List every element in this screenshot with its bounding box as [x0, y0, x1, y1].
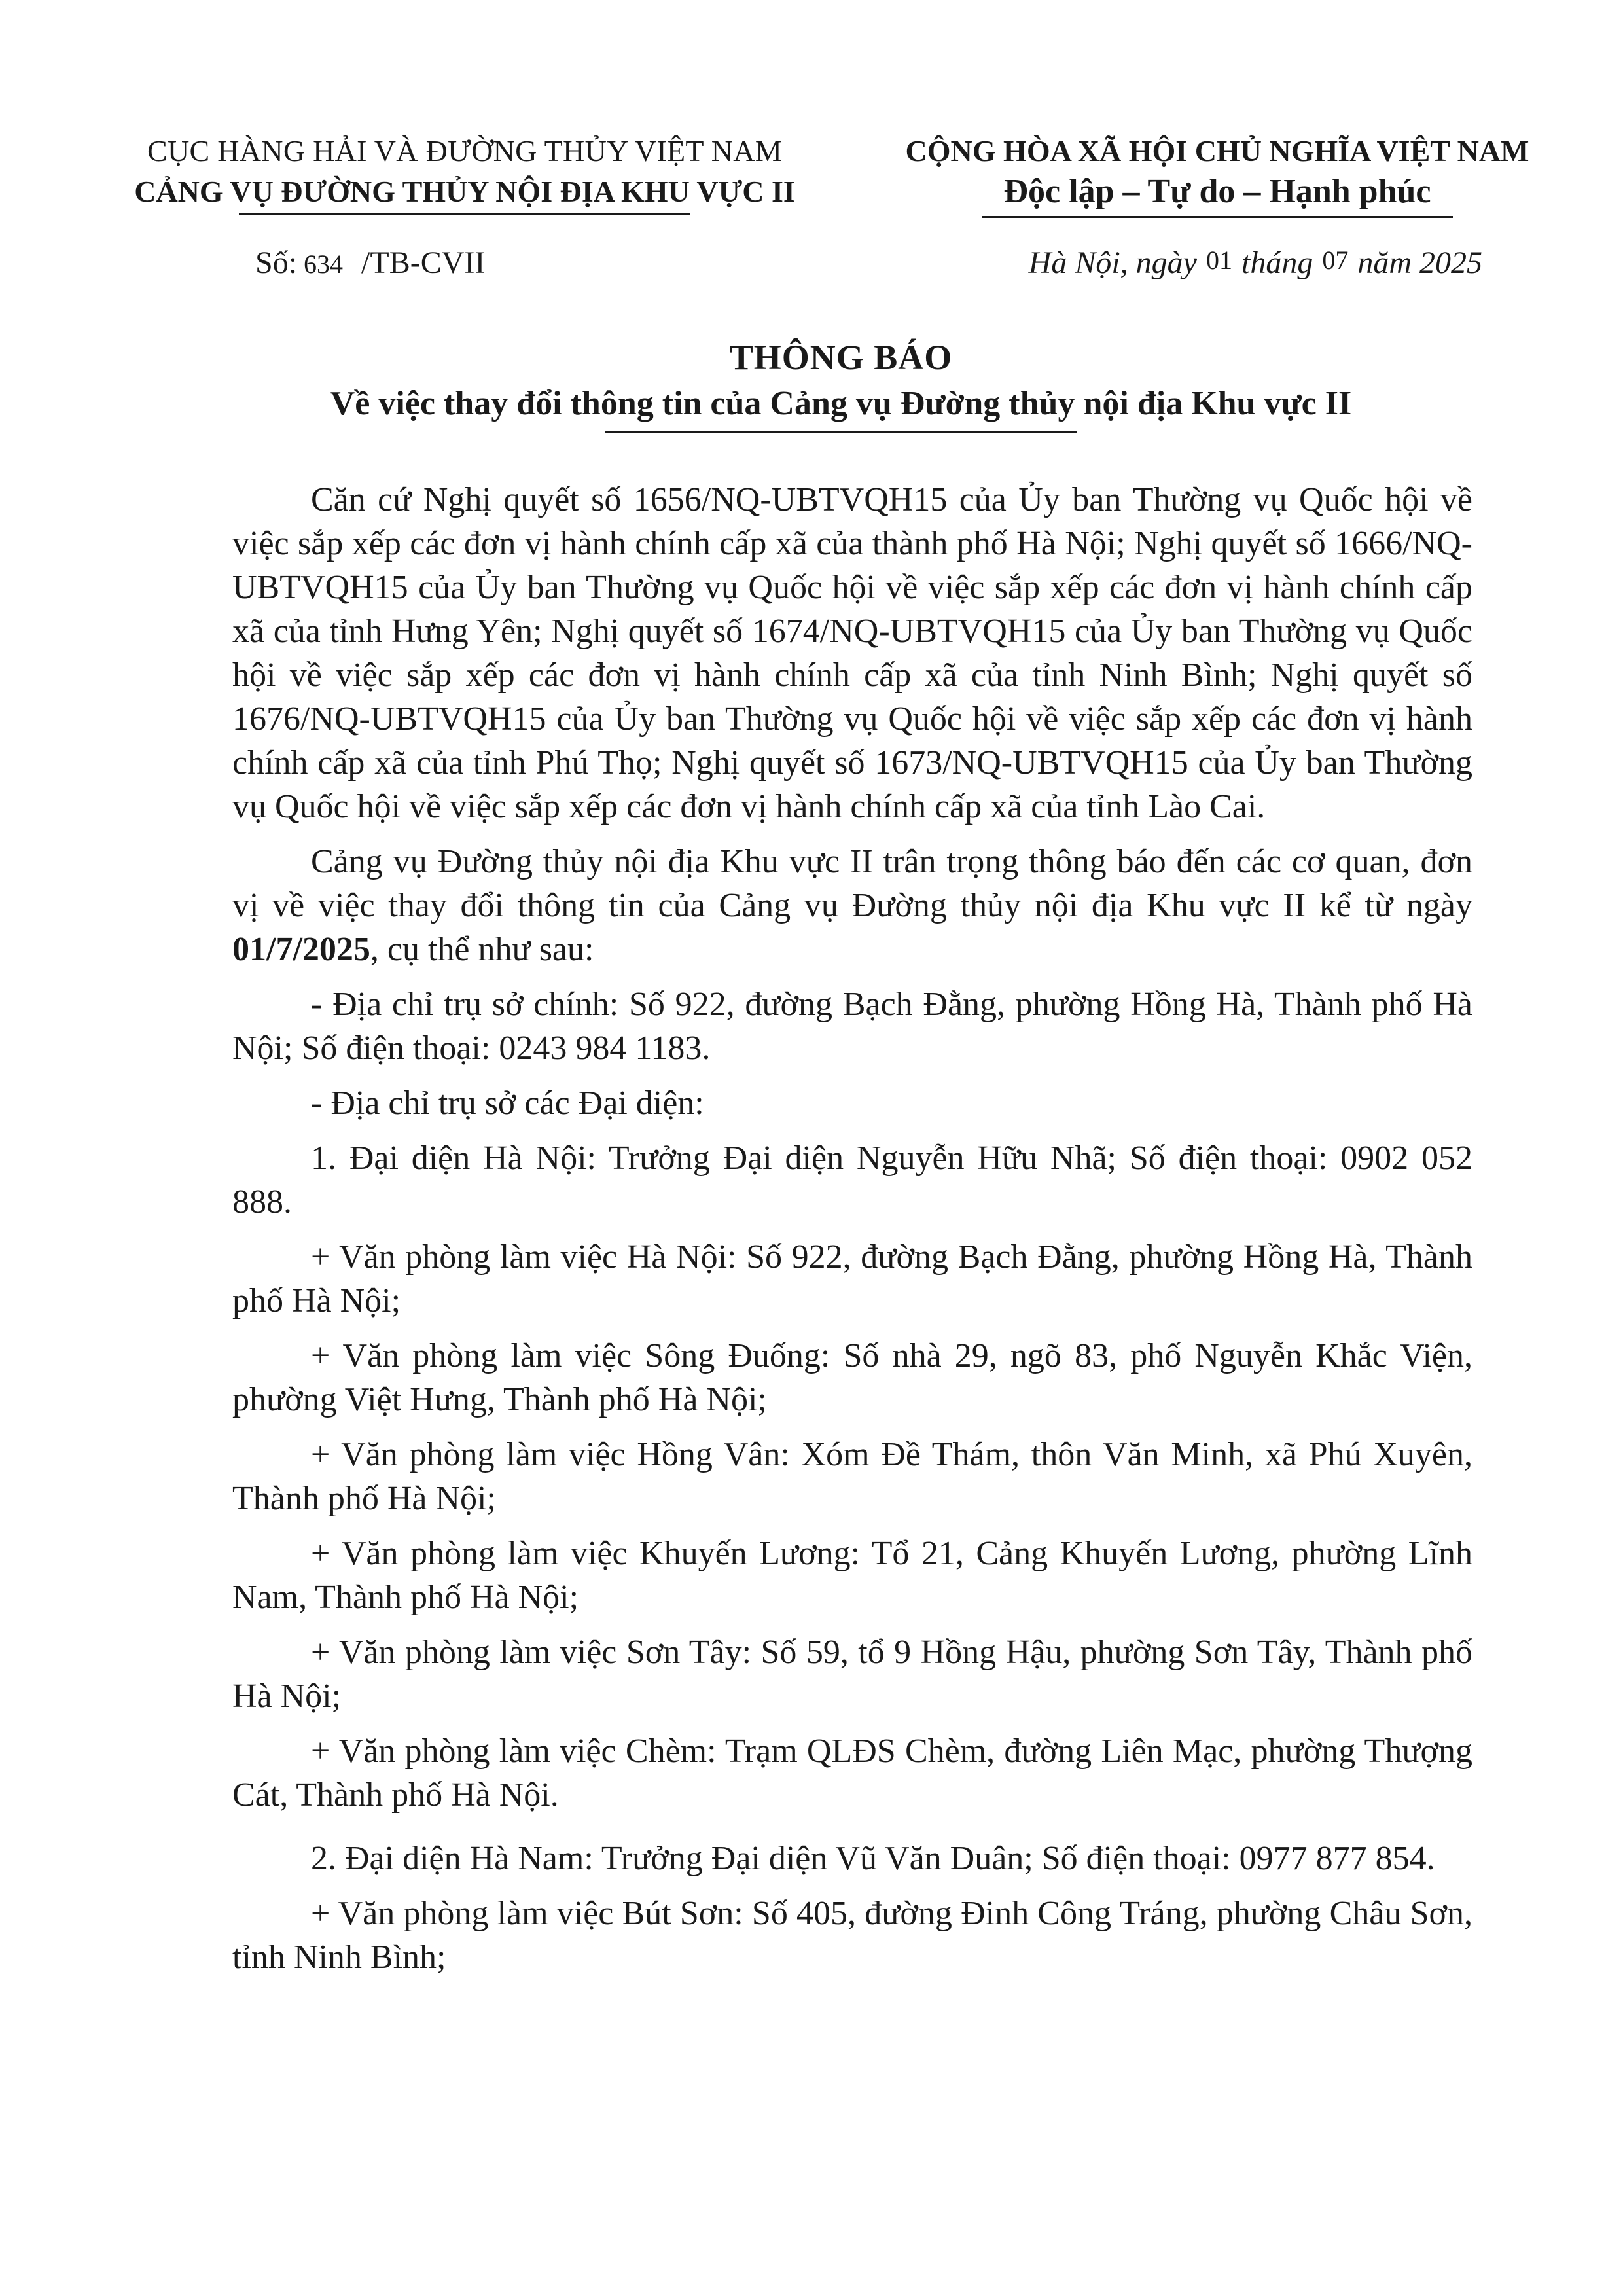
office-song-duong: + Văn phòng làm việc Sông Đuống: Số nhà 29, ngõ 83, phố Nguyễn Khắc Viện, phường Việt Hưng, Thành phố Hà Nội;: [232, 1337, 1472, 1418]
office-hanoi: + Văn phòng làm việc Hà Nội: Số 922, đường Bạch Đằng, phường Hồng Hà, Thành phố Hà Nội;: [232, 1238, 1472, 1319]
date-prefix: Hà Nội, ngày: [1028, 245, 1197, 280]
document-subtitle: Về việc thay đổi thông tin của Cảng vụ Đường thủy nội địa Khu vực II: [330, 385, 1352, 422]
issuing-agency-block: [92, 131, 838, 215]
representatives-heading: - Địa chỉ trụ sở các Đại diện:: [311, 1085, 704, 1122]
office-khuyen-luong: + Văn phòng làm việc Khuyến Lương: Tổ 21, Cảng Khuyến Lương, phường Lĩnh Nam, Thành phố Hà Nội;: [232, 1535, 1472, 1616]
title-underline: [605, 431, 1077, 433]
date-day: 01: [1205, 245, 1232, 275]
office-son-tay: + Văn phòng làm việc Sơn Tây: Số 59, tổ 9 Hồng Hậu, phường Sơn Tây, Thành phố Hà Nội;: [232, 1634, 1472, 1715]
representative-hanoi: 1. Đại diện Hà Nội: Trưởng Đại diện Nguyễn Hữu Nhã; Số điện thoại: 0902 052 888.: [232, 1139, 1472, 1221]
office-but-son: + Văn phòng làm việc Bút Sơn: Số 405, đường Đinh Công Tráng, phường Châu Sơn, tỉnh Ninh Bình;: [232, 1895, 1472, 1976]
doc-number-value: 634: [304, 249, 344, 279]
announcement-paragraph: Cảng vụ Đường thủy nội địa Khu vực II trân trọng thông báo đến các cơ quan, đơn vị về việc thay đổi thông tin của Cảng vụ Đường thủy nội địa Khu vực II kể từ ngày 01/7/2025, cụ thể như sau:: [232, 843, 1472, 968]
office-hong-van: + Văn phòng làm việc Hồng Vân: Xóm Đề Thám, thôn Văn Minh, xã Phú Xuyên, Thành phố Hà Nội;: [232, 1436, 1472, 1517]
date-month-label: tháng: [1241, 245, 1313, 280]
document-number: [255, 242, 485, 285]
parent-agency-name: CỤC HÀNG HẢI VÀ ĐƯỜNG THỦY VIỆT NAM: [147, 134, 783, 168]
legal-basis-paragraph: Căn cứ Nghị quyết số 1656/NQ-UBTVQH15 của Ủy ban Thường vụ Quốc hội về việc sắp xếp các đơn vị hành chính cấp xã của thành phố Hà Nội; Nghị quyết số 1666/NQ-UBTVQH15 của Ủy ban Thường vụ Quốc hội về việc sắp xếp các đơn vị hành chính cấp xã của tỉnh Hưng Yên; Nghị quyết số 1674/NQ-UBTVQH15 của Ủy ban Thường vụ Quốc hội về việc sắp xếp các đơn vị hành chính cấp xã của tỉnh Ninh Bình; Nghị quyết số 1676/NQ-UBTVQH15 của Ủy ban Thường vụ Quốc hội về việc sắp xếp các đơn vị hành chính cấp xã của tỉnh Phú Thọ; Nghị quyết số 1673/NQ-UBTVQH15 của Ủy ban Thường vụ Quốc hội về việc sắp xếp các đơn vị hành chính cấp xã của tỉnh Lào Cai.: [232, 481, 1472, 825]
effective-date: 01/7/2025: [232, 931, 370, 968]
doc-number-label: Số:: [255, 245, 298, 280]
date-year: năm 2025: [1357, 245, 1482, 280]
doc-number-suffix: /TB-CVII: [361, 245, 486, 280]
title-block: [92, 334, 1590, 433]
national-heading-block: [844, 131, 1590, 218]
document-body: [232, 478, 1472, 1990]
national-motto: Độc lập – Tự do – Hạnh phúc: [1003, 173, 1431, 210]
agency-underline: [239, 213, 690, 215]
document-title: THÔNG BÁO: [729, 338, 953, 377]
head-office-address: - Địa chỉ trụ sở chính: Số 922, đường Bạch Đằng, phường Hồng Hà, Thành phố Hà Nội; Số điện thoại: 0243 984 1183.: [232, 986, 1472, 1067]
date-month: 07: [1322, 245, 1349, 275]
national-name: CỘNG HÒA XÃ HỘI CHỦ NGHĨA VIỆT NAM: [905, 134, 1529, 168]
representative-ha-nam: 2. Đại diện Hà Nam: Trưởng Đại diện Vũ Văn Duân; Số điện thoại: 0977 877 854.: [311, 1840, 1435, 1877]
office-chem: + Văn phòng làm việc Chèm: Trạm QLĐS Chèm, đường Liên Mạc, phường Thượng Cát, Thành phố Hà Nội.: [232, 1732, 1472, 1814]
motto-underline: [982, 216, 1453, 218]
issuing-office-name: CẢNG VỤ ĐƯỜNG THỦY NỘI ĐỊA KHU VỰC II: [134, 175, 795, 208]
document-date: [1029, 242, 1482, 285]
